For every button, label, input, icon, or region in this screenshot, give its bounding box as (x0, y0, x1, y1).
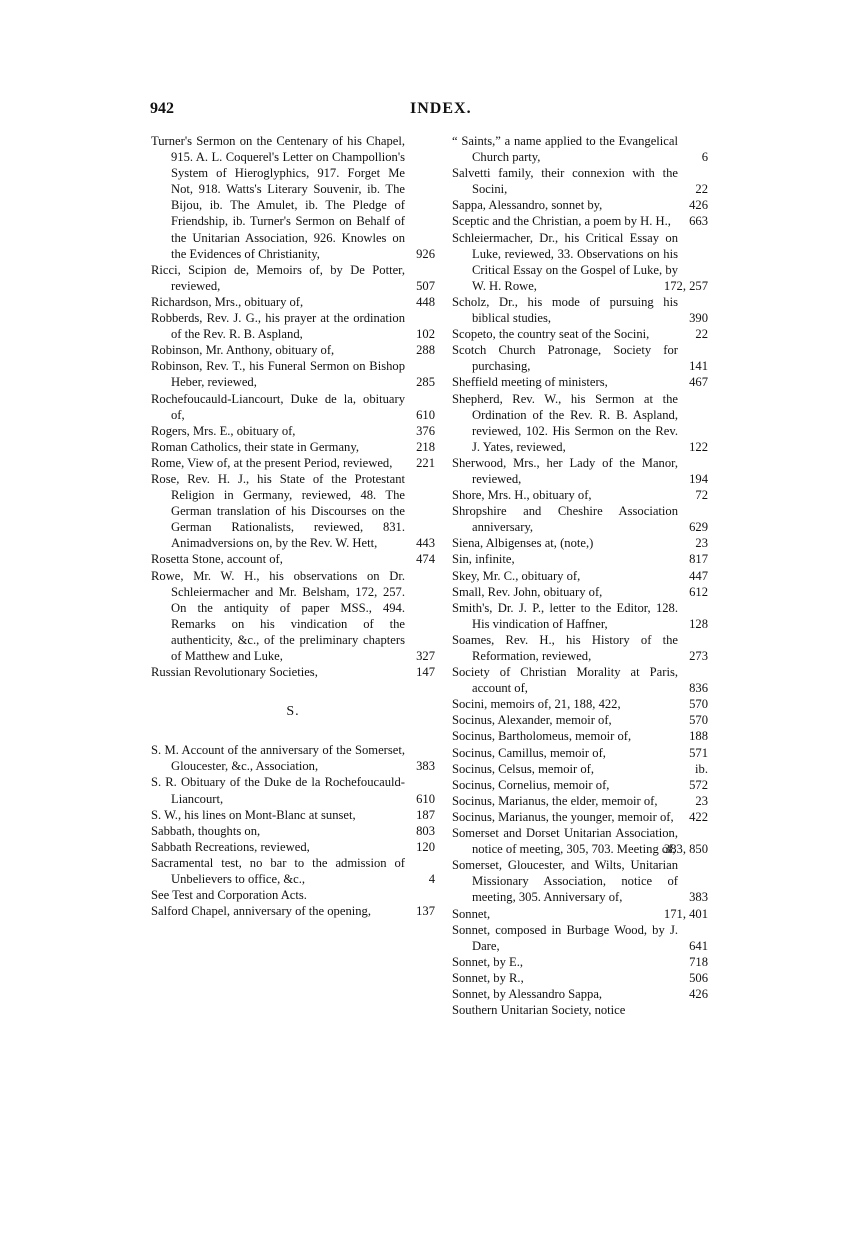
index-entry (452, 197, 708, 213)
index-entry (452, 906, 708, 922)
entry-text: S. M. Account of the anniversary of the Somerset, Gloucester, &c., Association, (151, 743, 405, 774)
index-entry (452, 213, 708, 229)
left-entries-s (151, 742, 435, 919)
entry-text: Richardson, Mrs., obituary of, (151, 294, 304, 309)
index-entry (452, 970, 708, 986)
entry-text: Southern Unitarian Society, notice (452, 1003, 626, 1018)
entry-page-ref: 194 (689, 471, 708, 486)
entry-text: Scotch Church Patronage, Society for purchasing, (452, 343, 678, 374)
entry-text: Sabbath, thoughts on, (151, 823, 261, 838)
index-entry (151, 423, 435, 439)
left-column (151, 133, 435, 919)
index-entry (151, 568, 435, 665)
entry-page-ref: 137 (416, 904, 435, 919)
entry-page-ref: ib. (695, 761, 708, 776)
entry-page-ref: 171, 401 (663, 906, 708, 921)
entry-page-ref: 288 (416, 343, 435, 358)
entry-text: Socinus, Marianus, the elder, memoir of, (452, 793, 658, 808)
index-entry (452, 374, 708, 390)
entry-page-ref: 426 (689, 198, 708, 213)
entry-page-ref: 803 (416, 823, 435, 838)
index-entry (452, 600, 708, 632)
entry-page-ref: 120 (416, 839, 435, 854)
index-entry (151, 742, 435, 774)
index-entry (452, 745, 708, 761)
entry-text: See Test and Corporation Acts. (151, 888, 307, 903)
index-entry (452, 391, 708, 455)
entry-page-ref: 141 (689, 359, 708, 374)
entry-page-ref: 172, 257 (663, 278, 708, 293)
entry-text: Socinus, Bartholomeus, memoir of, (452, 729, 632, 744)
entry-text: Socinus, Celsus, memoir of, (452, 761, 595, 776)
entry-text: Shropshire and Cheshire Association anniversary, (452, 504, 678, 535)
index-entry (452, 584, 708, 600)
entry-text: Salford Chapel, anniversary of the opening, (151, 904, 371, 919)
entry-page-ref: 663 (689, 214, 708, 229)
entry-text: Rochefoucauld-Liancourt, Duke de la, obituary of, (151, 391, 405, 422)
entry-page-ref: 285 (416, 375, 435, 390)
index-entry (452, 230, 708, 294)
index-entry (151, 455, 435, 471)
entry-text: Sonnet, by E., (452, 954, 524, 969)
entry-page-ref: 422 (689, 809, 708, 824)
index-entry (452, 728, 708, 744)
entry-text: S. R. Obituary of the Duke de la Rochefoucauld-Liancourt, (151, 775, 405, 806)
entry-page-ref: 506 (689, 970, 708, 985)
index-entry (151, 294, 435, 310)
entry-text: Sacramental test, no bar to the admission of Unbelievers to office, &c., (151, 855, 405, 887)
index-entry (151, 664, 435, 680)
entry-page-ref: 23 (695, 793, 708, 808)
entry-page-ref: 507 (416, 278, 435, 293)
entry-text: Sonnet, (452, 906, 491, 921)
entry-text: Turner's Sermon on the Centenary of his Chapel, 915. A. L. Coquerel's Letter on Champollion's System of Hieroglyphics, 917. Forget Me Not, 918. Watts's Literary Souvenir, ib. The Bijou, ib. The Amulet, ib. The Pledge of Friendship, ib. Turner's Sermon on Behalf of the Unitarian Association, 926. Knowles on the Evidences of Christianity, (151, 134, 405, 261)
index-entry (452, 986, 708, 1002)
index-entry (452, 954, 708, 970)
entry-page-ref: 187 (416, 807, 435, 822)
entry-page-ref: 383 (416, 759, 435, 774)
page-header (150, 100, 710, 124)
entry-text: Schleiermacher, Dr., his Critical Essay on Luke, reviewed, 33. Observations on his Critical Essay on the Gospel of Luke, by W. H. Rowe, (452, 230, 678, 293)
entry-page-ref: 221 (416, 455, 435, 470)
index-entry (452, 455, 708, 487)
entry-text: Sheffield meeting of ministers, (452, 375, 608, 390)
index-entry (452, 551, 708, 567)
entry-page-ref: 718 (689, 954, 708, 969)
entry-text: Scopeto, the country seat of the Socini, (452, 327, 650, 342)
entry-text: Soames, Rev. H., his History of the Reformation, reviewed, (452, 632, 678, 663)
index-entry (151, 439, 435, 455)
index-entry (151, 262, 435, 294)
index-entry (452, 133, 708, 165)
entry-text: Robinson, Mr. Anthony, obituary of, (151, 343, 335, 358)
index-entry (452, 664, 708, 696)
index-entry (452, 761, 708, 777)
entry-page-ref: 612 (689, 584, 708, 599)
index-entry (452, 857, 708, 905)
entry-text: Salvetti family, their connexion with the Socini, (452, 166, 678, 197)
entry-text: Sin, infinite, (452, 552, 515, 567)
entry-text: Roman Catholics, their state in Germany, (151, 439, 359, 454)
entry-text: Socinus, Marianus, the younger, memoir of, (452, 809, 674, 824)
index-entry (151, 133, 435, 262)
entry-text: Sabbath Recreations, reviewed, (151, 839, 310, 854)
index-entry (151, 310, 435, 342)
index-entry (452, 777, 708, 793)
left-entries (151, 133, 435, 680)
entry-text: Society of Christian Morality at Paris, account of, (452, 665, 678, 696)
entry-text: Socinus, Camillus, memoir of, (452, 745, 606, 760)
entry-page-ref: 376 (416, 423, 435, 438)
index-entry (151, 358, 435, 390)
entry-text: Rose, Rev. H. J., his State of the Protestant Religion in Germany, reviewed, 48. The German translation of his Discourses on the German Rationalists, reviewed, 831. Animadversions on, by the Rev. W. Hett, (151, 471, 405, 551)
index-entry (151, 823, 435, 839)
entry-page-ref: 926 (416, 246, 435, 261)
index-entry (452, 294, 708, 326)
entry-text: Rowe, Mr. W. H., his observations on Dr. Schleiermacher and Mr. Belsham, 172, 257. On the antiquity of paper MSS., 494. Remarks on his vindication of the authenticity, &c., of the preliminary chapters of Matthew and Luke, (151, 568, 405, 663)
entry-text: Smith's, Dr. J. P., letter to the Editor, 128. His vindication of Haffner, (452, 600, 678, 631)
entry-page-ref: 273 (689, 649, 708, 663)
entry-page-ref: 817 (689, 552, 708, 567)
entry-page-ref: 102 (416, 327, 435, 342)
entry-page-ref: 629 (689, 520, 708, 535)
entry-text: Robinson, Rev. T., his Funeral Sermon on Bishop Heber, reviewed, (151, 359, 405, 390)
entry-page-ref: 147 (416, 665, 435, 680)
index-entry (452, 922, 708, 954)
entry-page-ref: 610 (416, 791, 435, 806)
entry-page-ref: 23 (695, 536, 708, 551)
entry-page-ref: 128 (689, 616, 708, 631)
index-entry (151, 471, 435, 551)
entry-page-ref: 122 (689, 439, 708, 454)
entry-text: Scholz, Dr., his mode of pursuing his biblical studies, (452, 294, 678, 326)
index-entry (452, 696, 708, 712)
index-entry (452, 487, 708, 503)
entry-text: S. W., his lines on Mont-Blanc at sunset, (151, 807, 356, 822)
index-entry (452, 712, 708, 728)
right-column (452, 133, 708, 1018)
entry-page-ref: 22 (695, 327, 708, 342)
entry-page-ref: 570 (689, 713, 708, 728)
entry-page-ref: 4 (428, 872, 435, 887)
entry-page-ref: 426 (689, 986, 708, 1001)
entry-text: Somerset, Gloucester, and Wilts, Unitarian Missionary Association, notice of meeting, 305. Anniversary of, (452, 858, 678, 905)
entry-text: Sherwood, Mrs., her Lady of the Manor, reviewed, (452, 455, 678, 486)
index-entry (151, 807, 435, 823)
index-entry (452, 809, 708, 825)
entry-text: Sonnet, by R., (452, 970, 524, 985)
entry-page-ref: 6 (701, 150, 708, 165)
section-heading-s: S. (286, 704, 300, 720)
index-entry (452, 632, 708, 664)
index-entry (151, 903, 435, 919)
entry-text: Shepherd, Rev. W., his Sermon at the Ordination of the Rev. R. B. Aspland, reviewed, 102. His Sermon on the Rev. J. Yates, reviewed, (452, 391, 678, 454)
index-entry (452, 825, 708, 857)
entry-page-ref: 641 (689, 938, 708, 953)
entry-text: Socini, memoirs of, 21, 188, 422, (452, 697, 621, 712)
entry-page-ref: 474 (416, 552, 435, 567)
index-entry (151, 887, 435, 903)
entry-text: Sceptic and the Christian, a poem by H. H., (452, 214, 671, 229)
entry-page-ref: 188 (689, 729, 708, 744)
entry-text: Sonnet, by Alessandro Sappa, (452, 986, 603, 1001)
entry-page-ref: 72 (695, 488, 708, 503)
entry-text: Rome, View of, at the present Period, reviewed, (151, 455, 393, 470)
entry-text: Sappa, Alessandro, sonnet by, (452, 198, 603, 213)
entry-text: Rogers, Mrs. E., obituary of, (151, 423, 296, 438)
entry-page-ref: 383, 850 (663, 842, 708, 857)
index-entry (151, 855, 435, 887)
entry-text: Shore, Mrs. H., obituary of, (452, 488, 592, 503)
entry-text: “ Saints,” a name applied to the Evangelical Church party, (452, 134, 678, 165)
entry-page-ref: 448 (416, 294, 435, 309)
index-entry (452, 326, 708, 342)
entry-page-ref: 390 (689, 311, 708, 326)
entry-page-ref: 836 (689, 681, 708, 696)
index-entry (452, 535, 708, 551)
entry-text: Socinus, Cornelius, memoir of, (452, 777, 610, 792)
entry-text: Ricci, Scipion de, Memoirs of, by De Potter, reviewed, (151, 262, 405, 293)
entry-page-ref: 327 (416, 649, 435, 663)
index-entry (151, 551, 435, 567)
index-entry (452, 793, 708, 809)
right-entries (452, 133, 708, 1018)
entry-page-ref: 383 (689, 890, 708, 905)
entry-text: Rosetta Stone, account of, (151, 552, 283, 567)
index-entry (452, 503, 708, 535)
index-entry (452, 165, 708, 197)
entry-text: Socinus, Alexander, memoir of, (452, 713, 612, 728)
entry-page-ref: 467 (689, 375, 708, 390)
index-entry (151, 391, 435, 423)
page-number: 942 (150, 100, 174, 117)
page-title: INDEX. (410, 100, 472, 117)
entry-text: Small, Rev. John, obituary of, (452, 584, 603, 599)
entry-page-ref: 22 (695, 182, 708, 197)
index-entry (151, 342, 435, 358)
entry-page-ref: 570 (689, 697, 708, 712)
index-entry (151, 839, 435, 855)
entry-page-ref: 447 (689, 568, 708, 583)
index-entry (452, 1002, 708, 1018)
entry-page-ref: 572 (689, 777, 708, 792)
entry-text: Skey, Mr. C., obituary of, (452, 568, 581, 583)
entry-text: Somerset and Dorset Unitarian Association, notice of meeting, 305, 703. Meeting of, (452, 826, 678, 857)
entry-page-ref: 218 (416, 439, 435, 454)
index-entry (452, 568, 708, 584)
index-entry (452, 342, 708, 374)
index-entry (151, 774, 435, 806)
entry-page-ref: 443 (416, 536, 435, 551)
entry-text: Robberds, Rev. J. G., his prayer at the ordination of the Rev. R. B. Aspland, (151, 311, 405, 342)
entry-page-ref: 610 (416, 407, 435, 422)
entry-text: Russian Revolutionary Societies, (151, 665, 318, 680)
entry-text: Sonnet, composed in Burbage Wood, by J. Dare, (452, 922, 678, 953)
entry-page-ref: 571 (689, 745, 708, 760)
entry-text: Siena, Albigenses at, (note,) (452, 536, 594, 551)
